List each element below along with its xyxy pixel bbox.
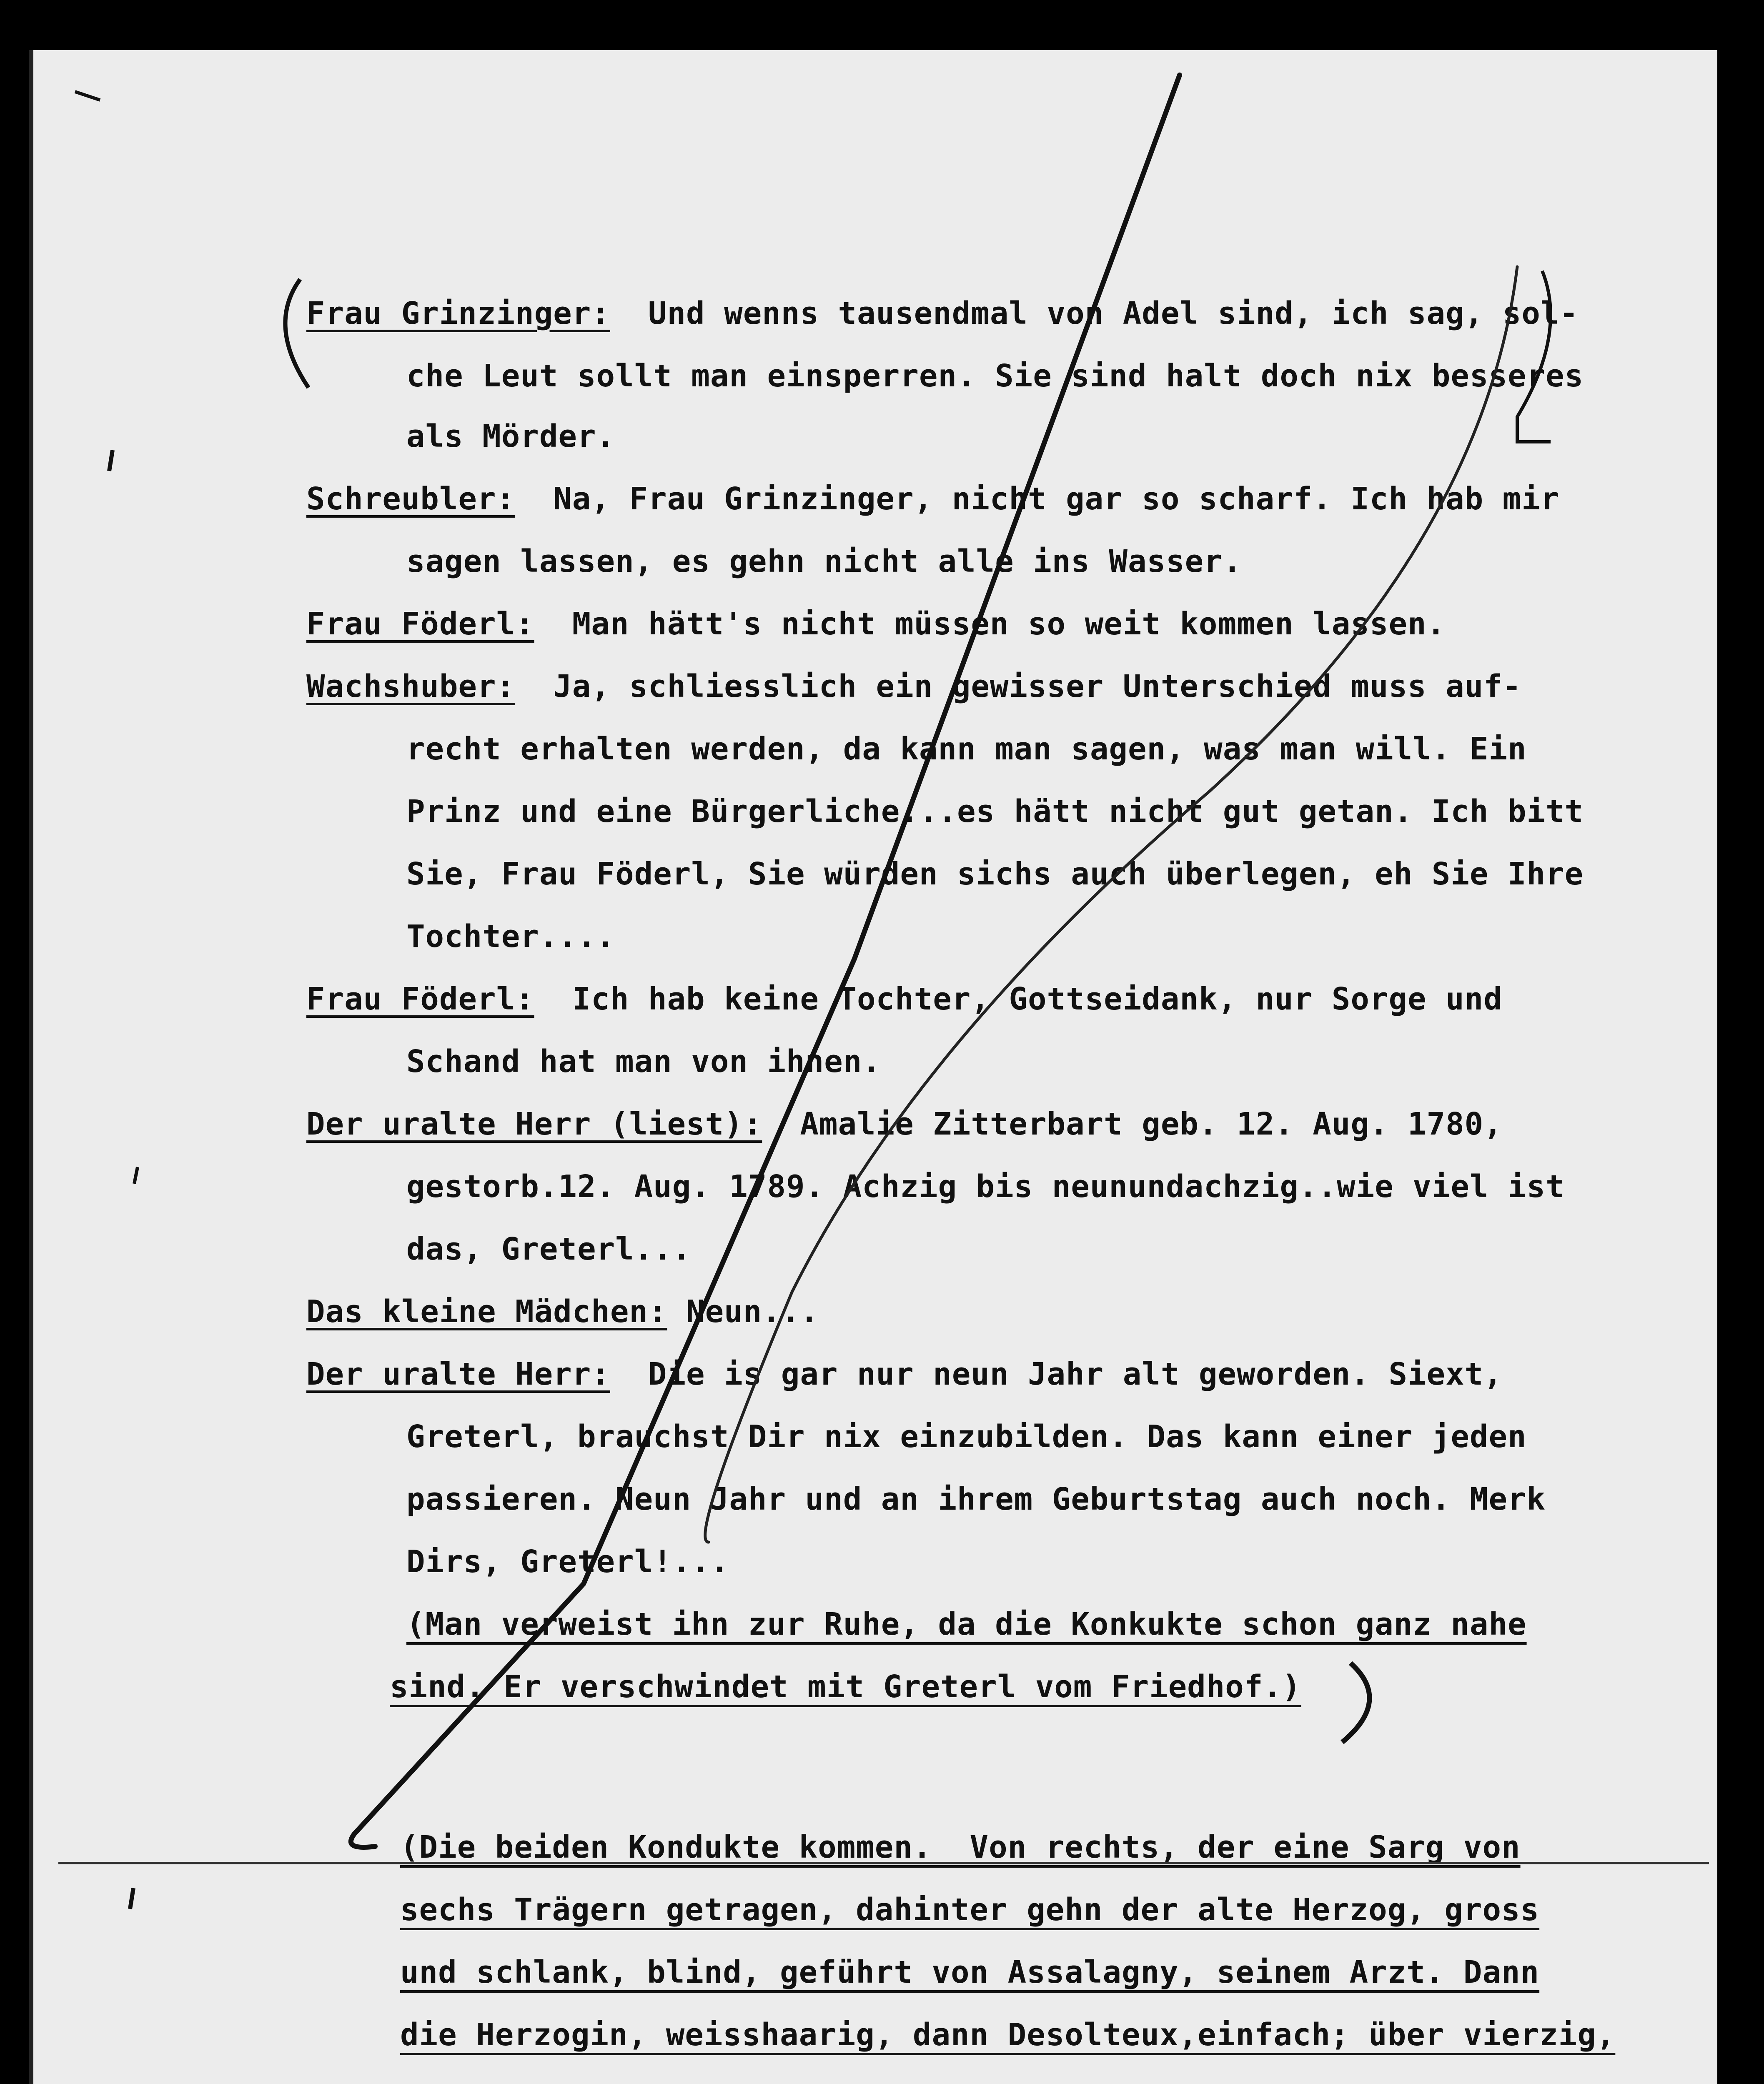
- line-text: Na, Frau Grinzinger, nicht gar so scharf. Ich hab mir: [515, 481, 1560, 517]
- line-text: Amalie Zitterbart geb. 12. Aug. 1780,: [762, 1106, 1503, 1142]
- line-text: Man hätt's nicht müssen so weit kommen lassen.: [534, 606, 1446, 642]
- text-line: [306, 1106, 1503, 1142]
- stage-direction-line: sechs Trägern getragen, dahinter gehn der alte Herzog, gross: [400, 1892, 1540, 1928]
- text-line: [406, 1544, 729, 1580]
- speaker-name: Der uralte Herr:: [306, 1356, 610, 1392]
- line-text: Ich hab keine Tochter, Gottseidank, nur Sorge und: [534, 981, 1503, 1017]
- text-line: [406, 1169, 1565, 1205]
- text-line: [306, 981, 1503, 1017]
- stage-direction-line: sind. Er verschwindet mit Greterl vom Friedhof.): [390, 1669, 1301, 1705]
- line-text: recht erhalten werden, da kann man sagen, was man will. Ein: [406, 731, 1527, 767]
- line-text: Ja, schliesslich ein gewisser Unterschied muss auf-: [515, 669, 1522, 704]
- stage-direction-line: (Man verweist ihn zur Ruhe, da die Konkukte schon ganz nahe: [406, 1606, 1527, 1642]
- text-line: [406, 1419, 1527, 1455]
- line-text: Und wenns tausendmal von Adel sind, ich sag, sol-: [610, 296, 1579, 331]
- line-text: Greterl, brauchst Dir nix einzubilden. Das kann einer jeden: [406, 1419, 1527, 1455]
- text-line: [406, 1231, 692, 1267]
- text-line: [406, 358, 1584, 394]
- line-text: Prinz und eine Bürgerliche...es hätt nicht gut getan. Ich bitt: [406, 794, 1584, 829]
- text-line: [306, 606, 1446, 642]
- text-line: [406, 1044, 881, 1080]
- speaker-name: Frau Föderl:: [306, 981, 534, 1017]
- text-line: [406, 1481, 1546, 1517]
- speaker-name: Das kleine Mädchen:: [306, 1294, 667, 1330]
- line-text: che Leut sollt man einsperren. Sie sind halt doch nix besseres: [406, 358, 1584, 394]
- speaker-name: Der uralte Herr (liest):: [306, 1106, 762, 1142]
- text-line: [406, 546, 1242, 577]
- line-text: Die is gar nur neun Jahr alt geworden. Siext,: [610, 1356, 1503, 1392]
- line-text: Dirs, Greterl!...: [406, 1544, 729, 1580]
- line-text: Sie, Frau Föderl, Sie würden sichs auch überlegen, eh Sie Ihre: [406, 856, 1584, 892]
- line-text: Tochter....: [406, 919, 616, 954]
- line-text: passieren. Neun Jahr und an ihrem Geburtstag auch noch. Merk: [406, 1481, 1546, 1517]
- line-text: Neun...: [667, 1294, 819, 1330]
- speaker-name: Frau Föderl:: [306, 606, 534, 642]
- text-line: [406, 796, 1584, 827]
- stage-direction-line: (Die beiden Kondukte kommen. Von rechts, der eine Sarg von: [400, 1829, 1521, 1865]
- speaker-name: Schreubler:: [306, 481, 516, 517]
- speaker-name: Wachshuber:: [306, 669, 516, 704]
- text-line: [406, 856, 1584, 892]
- text-line: [406, 921, 615, 952]
- speaker-name: Frau Grinzinger:: [306, 296, 610, 331]
- text-line: [306, 298, 1579, 329]
- stage-direction-line: die Herzogin, weisshaarig, dann Desolteux,einfach; über vierzig,: [400, 2017, 1616, 2053]
- text-line: [406, 731, 1527, 767]
- line-text: als Mörder.: [406, 418, 616, 454]
- stage-direction-line: und schlank, blind, geführt von Assalagny, seinem Arzt. Dann: [400, 1954, 1540, 1990]
- text-line: [306, 671, 1521, 702]
- text-line: [306, 1356, 1503, 1392]
- line-text: das, Greterl...: [406, 1231, 692, 1267]
- text-line: [306, 1294, 819, 1330]
- text-line: [406, 418, 616, 454]
- text-line: [306, 481, 1560, 517]
- line-text: sagen lassen, es gehn nicht alle ins Wasser.: [406, 544, 1242, 579]
- line-text: gestorb.12. Aug. 1789. Achzig bis neunundachzig..wie viel ist: [406, 1169, 1565, 1205]
- line-text: Schand hat man von ihnen.: [406, 1044, 881, 1080]
